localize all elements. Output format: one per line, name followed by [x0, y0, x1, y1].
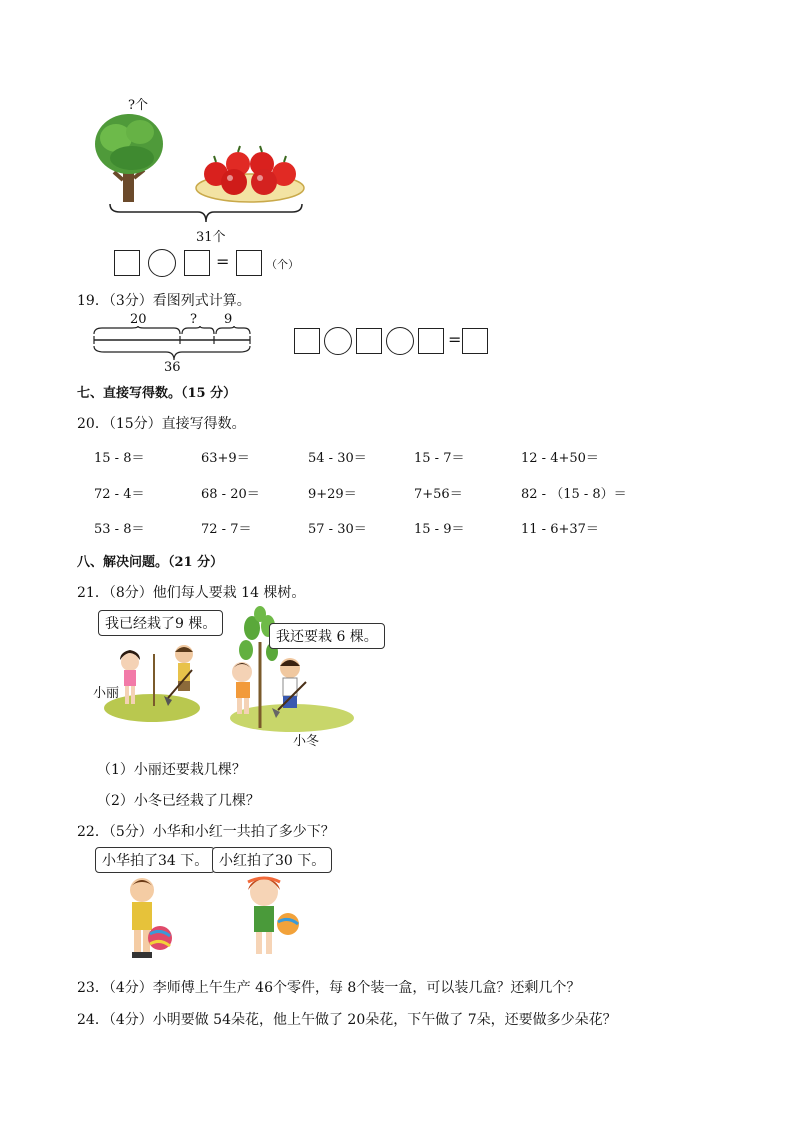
speech-bubble-right: 小红拍了30 下。: [212, 847, 332, 873]
mental-math-item: 72 - 4＝: [94, 487, 145, 502]
section8-title: 八、解决问题。（21 分）: [77, 555, 224, 570]
speech-bubble-right: 我还要栽 6 棵。: [269, 623, 385, 649]
q19-figure: [92, 312, 262, 378]
q19-equation: [294, 326, 488, 356]
q19-seg1-label: 20: [130, 312, 147, 327]
mental-math-item: 15 - 9＝: [414, 522, 465, 537]
q21-sub2: （2）小冬已经栽了几棵？: [97, 793, 260, 809]
mental-math-item: 7+56＝: [414, 487, 463, 502]
speech-bubble-left: 小华拍了34 下。: [95, 847, 215, 873]
answer-box[interactable]: [184, 250, 210, 276]
mental-math-item: 11 - 6+37＝: [521, 522, 599, 537]
answer-box[interactable]: [356, 328, 382, 354]
q20-heading: 20．（15分）直接写得数。: [77, 416, 246, 432]
q19-seg2-label: ?: [190, 312, 197, 327]
operator-circle[interactable]: [324, 327, 352, 355]
answer-box[interactable]: [462, 328, 488, 354]
answer-box[interactable]: [114, 250, 140, 276]
name-label-xiaodong: 小冬: [293, 734, 320, 749]
answer-box[interactable]: [236, 250, 262, 276]
operator-circle[interactable]: [148, 249, 176, 277]
equals-sign: =: [448, 330, 462, 349]
q18-unit: （个）: [266, 258, 299, 271]
q18-brace: [108, 202, 304, 224]
operator-circle[interactable]: [386, 327, 414, 355]
q24-text: 24．（4分）小明要做 54朵花，他上午做了 20朵花，下午做了 7朵，还要做多少朵花？: [77, 1012, 617, 1028]
mental-math-item: 63+9＝: [201, 451, 250, 466]
q18-bottom-label: 31个: [196, 230, 226, 245]
q22-illustration: [92, 844, 332, 968]
answer-box[interactable]: [418, 328, 444, 354]
mental-math-item: 68 - 20＝: [201, 487, 260, 502]
mental-math-item: 9+29＝: [308, 487, 357, 502]
name-label-xiaoli: 小丽: [93, 686, 120, 701]
mental-math-item: 57 - 30＝: [308, 522, 367, 537]
equals-sign: =: [216, 252, 230, 271]
mental-math-item: 12 - 4+50＝: [521, 451, 599, 466]
q22-heading: 22．（5分）小华和小红一共拍了多少下？: [77, 824, 335, 840]
mental-math-item: 54 - 30＝: [308, 451, 367, 466]
mental-math-item: 82 - （15 - 8）＝: [521, 487, 627, 502]
q19-total-label: 36: [164, 360, 181, 375]
q18-figure: [88, 92, 310, 282]
q23-text: 23．（4分）李师傅上午生产 46个零件，每 8个装一盒，可以装几盒？还剩几个？: [77, 980, 581, 996]
q19-heading: 19．（3分）看图列式计算。: [77, 293, 251, 309]
q21-illustration: [92, 606, 396, 750]
q18-top-label: ?个: [128, 98, 148, 113]
mental-math-item: 15 - 8＝: [94, 451, 145, 466]
mental-math-item: 72 - 7＝: [201, 522, 252, 537]
q21-heading: 21．（8分）他们每人要栽 14 棵树。: [77, 585, 306, 601]
q19-seg3-label: 9: [224, 312, 233, 327]
q19-bar-diagram: [92, 326, 262, 362]
mental-math-item: 15 - 7＝: [414, 451, 465, 466]
tree-icon: [92, 110, 166, 204]
section7-title: 七、直接写得数。（15 分）: [77, 386, 237, 401]
mental-math-item: 53 - 8＝: [94, 522, 145, 537]
q21-sub1: （1）小丽还要栽几棵？: [97, 762, 246, 778]
apple-plate-icon: [194, 144, 306, 206]
answer-box[interactable]: [294, 328, 320, 354]
speech-bubble-left: 我已经栽了9 棵。: [98, 610, 223, 636]
